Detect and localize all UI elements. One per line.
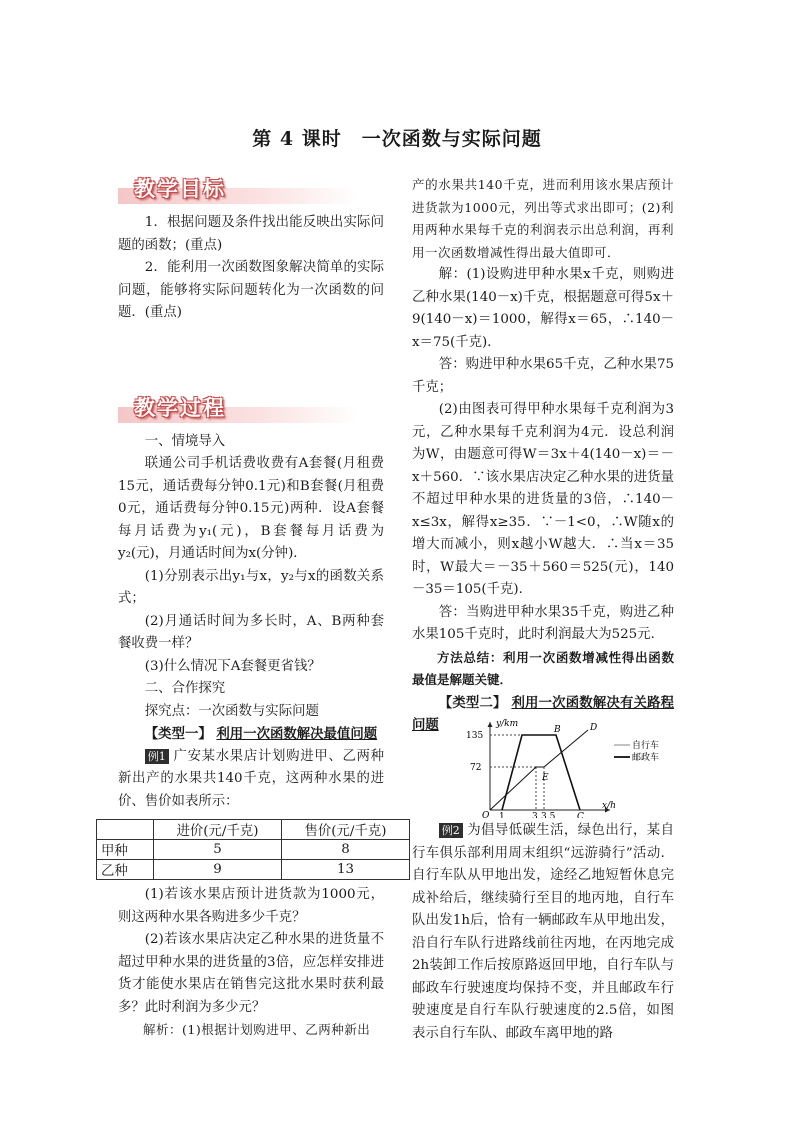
intro-q3: (3)什么情况下A套餐更省钱？	[144, 658, 321, 674]
intro-text: 联通公司手机话费收费有A套餐(月租费15元，通话费每分钟0.1元)和B套餐(月租费0元，通话费每分钟0.15元)两种．设A套餐每月话费为y₁(元)，B套餐每月话费为y₂(元)，月通话时间为x(分钟)．	[118, 456, 384, 561]
answer-1: 答：购进甲种水果65千克，乙种水果75千克；	[412, 357, 674, 395]
answer-2: 答：当购进甲种水果35千克，购进乙种水果105千克时，此时利润最大为525元．	[412, 604, 674, 642]
example-2	[412, 820, 674, 1045]
y-axis-label: y/km	[496, 719, 519, 729]
page-title: 第 4 课时 一次函数与实际问题	[252, 128, 542, 150]
example-1-text: 广安某水果店计划购进甲、乙两种新出产的水果共140千克，这两种水果的进价、售价如表所示：	[118, 748, 384, 809]
x-axis-label: x/h	[602, 801, 616, 811]
coop-heading: 二、合作探究	[144, 681, 226, 696]
table-cell: 9	[154, 860, 282, 880]
origin-label: O	[482, 811, 490, 818]
table-cell: 甲种	[97, 840, 154, 860]
example-1-badge: 例1	[145, 749, 169, 764]
table-row	[97, 860, 410, 880]
solution-1: 解：(1)设购进甲种水果x千克，则购进乙种水果(140－x)千克，根据题意可得5x＋9(140－x)＝1000，解得x＝65，∴140－x＝75(千克)．	[412, 267, 674, 350]
y-axis-arrow	[488, 722, 493, 727]
example-2-text: 为倡导低碳生活，绿色出行，某自行车俱乐部利用周末组织“远游骑行”活动．自行车队从甲地出发，途经乙地短暂休息完成补给后，继续骑行至目的地丙地，自行车队出发1h后，恰有一辆邮政车从甲地出发，沿自行车队行进路线前往丙地，在丙地完成2h装卸工作后按原路返回甲地，自行车队与邮政车行驶速度均保持不变，并且邮政车行驶速度是自行车队行驶速度的2.5倍，如图表示自行车队、邮政车离甲地的路	[412, 823, 674, 1041]
type1-title: 利用一次函数解决最值问题	[216, 726, 378, 742]
legend-truck: 邮政车	[632, 753, 660, 763]
intro-q2: (2)月通话时间为多长时，A、B两种套餐收费一样？	[118, 613, 384, 651]
example-1-q2: (2)若该水果店决定乙种水果的进货量不超过甲种水果的进货量的3倍，应怎样安排进货才能使水果店在销售完这批水果时获利最多？此时利润为多少元？	[118, 932, 384, 1015]
table-cell: 进价(元/千克)	[154, 820, 282, 840]
analysis-continued: 产的水果共140千克，进而利用该水果店预计进货款为1000元，列出等式求出即可；(2)利用两种水果每千克的利润表示出总利润，再利用一次函数增减性得出最大值即可．	[412, 177, 674, 260]
type2-title: 利用一次函数解决有关路程问题	[412, 694, 675, 733]
table-cell: 售价(元/千克)	[282, 820, 410, 840]
y-tick-72: 72	[470, 763, 482, 773]
price-table	[96, 819, 410, 880]
point-d: D	[590, 723, 598, 733]
intro-q1: (1)分别表示出y₁与x，y₂与x的函数关系式；	[118, 568, 384, 606]
x-tick-c: C	[577, 812, 584, 818]
table-cell: 5	[154, 840, 282, 860]
type1-label: 【类型一】	[144, 726, 212, 742]
goal-1: 1．根据问题及条件找出能反映出实际问题的函数；(重点)	[118, 215, 384, 253]
explore-point: 探究点：一次函数与实际问题	[144, 703, 319, 719]
goal-2: 2．能利用一次函数图象解决简单的实际问题，能够将实际问题转化为一次函数的问题．(重点)	[118, 260, 384, 320]
type2-label: 【类型二】	[438, 694, 507, 711]
table-row	[97, 840, 410, 860]
right-column-lower	[412, 820, 674, 1045]
distance-time-graph	[462, 718, 672, 818]
left-column	[118, 178, 384, 813]
method-summary: 方法总结：利用一次函数增减性得出函数最值是解题关键．	[412, 649, 674, 687]
goals-banner-text: 教学目标	[134, 176, 226, 201]
point-b: B	[554, 725, 561, 735]
example-1	[118, 746, 384, 814]
x-tick-3.5: 3.5	[541, 812, 556, 818]
process-banner	[118, 394, 384, 427]
goals-banner	[118, 178, 384, 208]
x-tick-3: 3	[532, 812, 538, 818]
y-tick-135: 135	[466, 731, 484, 741]
analysis-start: 解析：(1)根据计划购进甲、乙两种新出	[143, 1022, 371, 1037]
point-e: E	[542, 773, 549, 783]
intro-heading: 一、情境导入	[144, 433, 226, 449]
table-cell: 乙种	[97, 860, 154, 880]
legend-bike: 自行车	[632, 741, 660, 751]
table-row	[97, 820, 410, 840]
table-cell: 13	[282, 860, 410, 880]
solution-2: (2)由图表可得甲种水果每千克利润为3元，乙种水果每千克利润为4元．设总利润为W，由题意可得W＝3x＋4(140－x)＝－x＋560．∵该水果店决定乙种水果的进货量不超过甲种水果的进货量的3倍，∴140－x≤3x，解得x≥35．∵－1<0，∴W随x的增大而减小，则x越小W越大．∴当x＝35时，W最大＝－35＋560＝525(元)，140－35＝105(千克)．	[412, 402, 674, 597]
table-cell: 8	[282, 840, 410, 860]
table-cell	[97, 820, 154, 840]
x-tick-1: 1	[499, 812, 505, 818]
process-banner-text: 教学过程	[134, 394, 226, 420]
right-column	[412, 174, 674, 737]
example-1-q1: (1)若该水果店预计进货款为1000元，则这两种水果各购进多少千克？	[118, 887, 384, 925]
example-2-badge: 例2	[439, 823, 463, 838]
left-column-lower	[118, 884, 384, 1042]
type1-heading	[118, 723, 384, 746]
